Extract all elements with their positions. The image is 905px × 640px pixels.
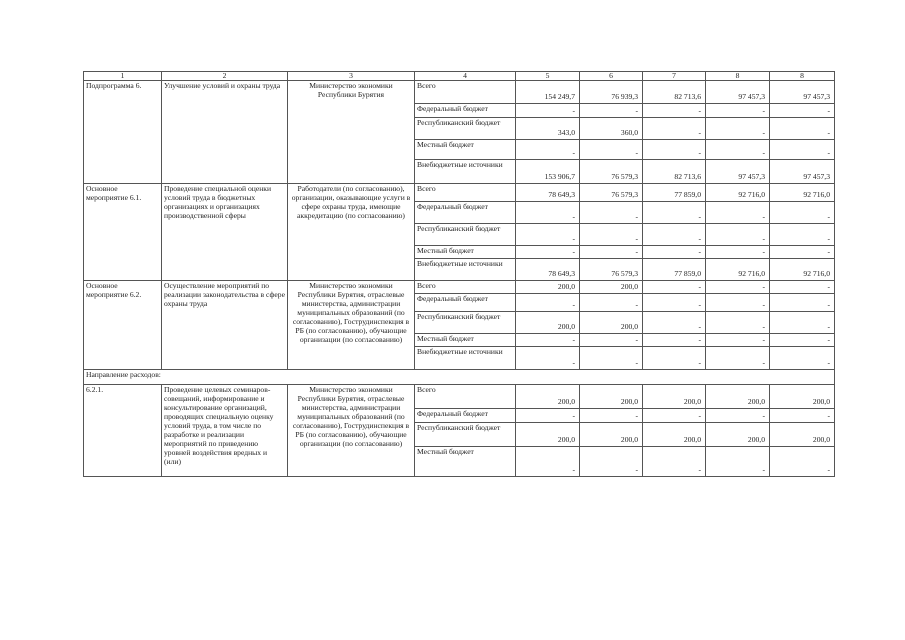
funding-source: Всего: [415, 385, 516, 409]
amount-cell: 78 649,3: [516, 184, 580, 202]
amount-cell: -: [516, 409, 580, 423]
row-code: 6.2.1.: [84, 385, 162, 477]
amount-cell: -: [706, 347, 770, 370]
amount-cell: 76 579,3: [580, 184, 643, 202]
amount-cell: -: [643, 347, 706, 370]
header-row: [84, 72, 835, 81]
funding-source: Внебюджетные источники: [415, 347, 516, 370]
amount-cell: -: [770, 294, 835, 312]
amount-cell: 200,0: [706, 423, 770, 447]
amount-cell: -: [706, 140, 770, 160]
amount-cell: -: [580, 447, 643, 477]
header-cell-9: 8: [770, 72, 835, 81]
section-row: [84, 370, 835, 385]
amount-cell: -: [580, 140, 643, 160]
header-cell-1: 1: [84, 72, 162, 81]
row-name: Улучшение условий и охраны труда: [162, 81, 288, 184]
funding-source: Федеральный бюджет: [415, 202, 516, 224]
row-name: Проведение специальной оценки условий труда в бюджетных организациях и организациях производственной сферы: [162, 184, 288, 281]
amount-cell: -: [516, 334, 580, 347]
header-cell-7: 7: [643, 72, 706, 81]
row-executor: Работодатели (по согласованию), организации, оказывающие услуги в сфере охраны труда, имеющие аккредитацию (по согласованию): [288, 184, 415, 281]
amount-cell: -: [516, 447, 580, 477]
funding-source: Внебюджетные источники: [415, 259, 516, 281]
row-executor: Министерство экономики Республики Бурятия, отраслевые министерства, администрации муниципальных образований (по согласованию), Гострудинспекция в РБ (по согласованию), обучающие организации (по согласованию): [288, 281, 415, 370]
amount-cell: -: [770, 224, 835, 246]
amount-cell: -: [580, 294, 643, 312]
amount-cell: -: [516, 224, 580, 246]
amount-cell: 76 579,3: [580, 160, 643, 184]
amount-cell: -: [706, 447, 770, 477]
amount-cell: 92 716,0: [706, 184, 770, 202]
amount-cell: -: [706, 281, 770, 294]
row-executor: Министерство экономики Республики Бурятия, отраслевые министерства, администрации муниципальных образований (по согласованию), Гострудинспекция в РБ (по согласованию), обучающие организации (по согласованию): [288, 385, 415, 477]
table-row: [84, 184, 835, 202]
amount-cell: -: [580, 104, 643, 118]
row-code: Подпрограмма 6.: [84, 81, 162, 184]
amount-cell: 78 649,3: [516, 259, 580, 281]
amount-cell: 97 457,3: [706, 160, 770, 184]
amount-cell: -: [643, 312, 706, 334]
amount-cell: 200,0: [516, 423, 580, 447]
funding-source: Республиканский бюджет: [415, 423, 516, 447]
funding-source: Республиканский бюджет: [415, 224, 516, 246]
row-code: Основное мероприятие 6.2.: [84, 281, 162, 370]
amount-cell: -: [580, 246, 643, 259]
amount-cell: 200,0: [706, 385, 770, 409]
amount-cell: 153 906,7: [516, 160, 580, 184]
amount-cell: 92 716,0: [770, 184, 835, 202]
funding-source: Внебюджетные источники: [415, 160, 516, 184]
amount-cell: 92 716,0: [770, 259, 835, 281]
funding-source: Местный бюджет: [415, 140, 516, 160]
amount-cell: 343,0: [516, 118, 580, 140]
amount-cell: -: [643, 334, 706, 347]
amount-cell: -: [643, 104, 706, 118]
amount-cell: -: [706, 202, 770, 224]
amount-cell: 77 859,0: [643, 184, 706, 202]
amount-cell: -: [643, 294, 706, 312]
amount-cell: -: [706, 118, 770, 140]
row-name: Осуществление мероприятий по реализации законодательства в сфере охраны труда: [162, 281, 288, 370]
amount-cell: -: [643, 447, 706, 477]
amount-cell: -: [706, 312, 770, 334]
header-cell-3: 3: [288, 72, 415, 81]
amount-cell: 200,0: [580, 281, 643, 294]
amount-cell: -: [770, 334, 835, 347]
amount-cell: 200,0: [580, 423, 643, 447]
amount-cell: -: [643, 281, 706, 294]
amount-cell: 200,0: [516, 385, 580, 409]
amount-cell: -: [580, 202, 643, 224]
amount-cell: 97 457,3: [770, 81, 835, 104]
amount-cell: 76 579,3: [580, 259, 643, 281]
table-row: [84, 281, 835, 294]
amount-cell: -: [770, 447, 835, 477]
funding-source: Местный бюджет: [415, 246, 516, 259]
header-cell-5: 5: [516, 72, 580, 81]
amount-cell: -: [770, 347, 835, 370]
amount-cell: 200,0: [770, 385, 835, 409]
amount-cell: -: [580, 334, 643, 347]
row-executor: Министерство экономики Республики Бурятия: [288, 81, 415, 184]
amount-cell: -: [770, 104, 835, 118]
amount-cell: 76 939,3: [580, 81, 643, 104]
amount-cell: -: [706, 104, 770, 118]
funding-source: Республиканский бюджет: [415, 312, 516, 334]
header-cell-8: 8: [706, 72, 770, 81]
table-body: [84, 72, 835, 477]
header-cell-6: 6: [580, 72, 643, 81]
budget-table: [83, 71, 835, 477]
amount-cell: 92 716,0: [706, 259, 770, 281]
funding-source: Федеральный бюджет: [415, 409, 516, 423]
amount-cell: -: [643, 140, 706, 160]
funding-source: Местный бюджет: [415, 447, 516, 477]
amount-cell: -: [770, 281, 835, 294]
amount-cell: -: [516, 202, 580, 224]
funding-source: Федеральный бюджет: [415, 104, 516, 118]
amount-cell: 200,0: [516, 312, 580, 334]
amount-cell: -: [770, 202, 835, 224]
amount-cell: 82 713,6: [643, 160, 706, 184]
header-cell-2: 2: [162, 72, 288, 81]
amount-cell: -: [706, 409, 770, 423]
amount-cell: 200,0: [580, 385, 643, 409]
amount-cell: -: [706, 334, 770, 347]
amount-cell: -: [643, 118, 706, 140]
amount-cell: -: [643, 224, 706, 246]
funding-source: Республиканский бюджет: [415, 118, 516, 140]
amount-cell: 97 457,3: [706, 81, 770, 104]
amount-cell: -: [770, 312, 835, 334]
amount-cell: 77 859,0: [643, 259, 706, 281]
amount-cell: 97 457,3: [770, 160, 835, 184]
section-label: Направление расходов:: [84, 370, 835, 385]
amount-cell: 154 249,7: [516, 81, 580, 104]
amount-cell: -: [770, 409, 835, 423]
funding-source: Всего: [415, 81, 516, 104]
budget-table-page: [83, 71, 834, 477]
amount-cell: -: [770, 118, 835, 140]
amount-cell: 360,0: [580, 118, 643, 140]
amount-cell: -: [770, 140, 835, 160]
amount-cell: -: [643, 409, 706, 423]
header-cell-4: 4: [415, 72, 516, 81]
amount-cell: -: [580, 224, 643, 246]
amount-cell: 200,0: [643, 423, 706, 447]
amount-cell: -: [706, 246, 770, 259]
amount-cell: -: [516, 140, 580, 160]
funding-source: Федеральный бюджет: [415, 294, 516, 312]
amount-cell: -: [580, 409, 643, 423]
amount-cell: -: [643, 202, 706, 224]
row-name: Проведение целевых семинаров-совещаний, информирование и консультирование организаций, проводящих специальную оценку условий труда, в том числе по разработке и реализации мероприятий по приведению уровней воздействия вредных и (или): [162, 385, 288, 477]
amount-cell: -: [516, 347, 580, 370]
amount-cell: -: [643, 246, 706, 259]
amount-cell: -: [516, 104, 580, 118]
amount-cell: -: [706, 294, 770, 312]
amount-cell: 200,0: [643, 385, 706, 409]
amount-cell: 200,0: [580, 312, 643, 334]
amount-cell: -: [706, 224, 770, 246]
row-code: Основное мероприятие 6.1.: [84, 184, 162, 281]
amount-cell: -: [580, 347, 643, 370]
amount-cell: -: [516, 294, 580, 312]
funding-source: Местный бюджет: [415, 334, 516, 347]
amount-cell: -: [770, 246, 835, 259]
amount-cell: 200,0: [770, 423, 835, 447]
amount-cell: 200,0: [516, 281, 580, 294]
amount-cell: -: [516, 246, 580, 259]
table-row: [84, 81, 835, 104]
table-row: [84, 385, 835, 409]
amount-cell: 82 713,6: [643, 81, 706, 104]
funding-source: Всего: [415, 281, 516, 294]
funding-source: Всего: [415, 184, 516, 202]
